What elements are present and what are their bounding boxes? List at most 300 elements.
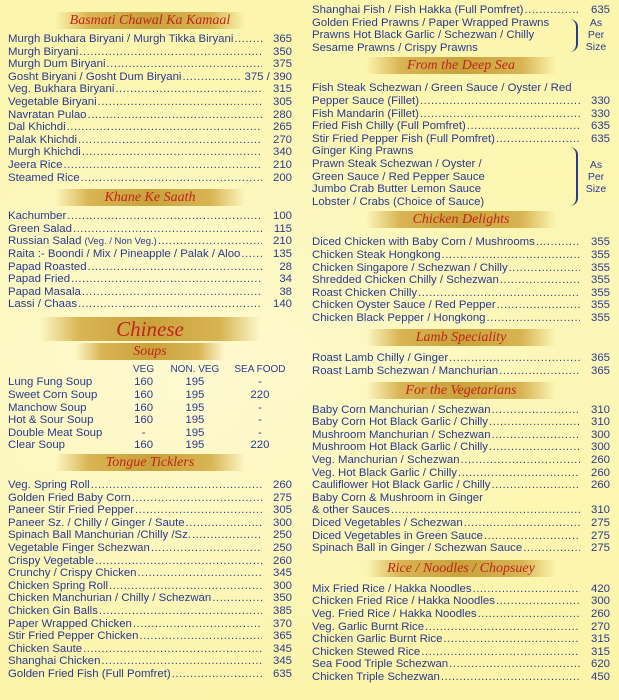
menu-item-name: Shredded Chicken Chilly / Schezwan: [312, 274, 499, 287]
dot-leader: [524, 4, 580, 17]
menu-item-price: 300: [272, 579, 292, 592]
menu-item: [312, 517, 610, 530]
menu-item: [8, 529, 292, 542]
prawns-lines: [312, 17, 564, 55]
menu-item: [8, 83, 292, 96]
menu-item: [312, 249, 610, 262]
menu-item: [8, 96, 292, 109]
menu-item: [8, 555, 292, 568]
menu-item-price: 365: [590, 365, 610, 378]
dot-leader: [151, 542, 262, 555]
menu-item-price: 260: [272, 554, 292, 567]
menu-item-name: Mushroom Manchurian / Schezwan: [312, 428, 491, 441]
menu-item-name: Palak Khichdi: [8, 133, 78, 146]
menu-item-price: 34: [279, 273, 292, 286]
dot-leader: [421, 646, 580, 659]
menu-item-price: 310: [590, 403, 610, 416]
menu-item: [312, 312, 610, 325]
crab-as-per-size-group: [312, 145, 610, 208]
menu-item: [8, 159, 292, 172]
menu-item-price: 355: [590, 236, 610, 249]
dot-leader: [473, 583, 580, 596]
menu-item-name: Papad Masala: [8, 285, 81, 298]
menu-item: [312, 658, 610, 671]
left-column: [8, 0, 292, 681]
menu-item: [312, 671, 610, 684]
dot-leader: [496, 595, 580, 608]
menu-item: [8, 298, 292, 311]
menu-item-price: 250: [272, 542, 292, 554]
soup-veg-price: 160: [134, 414, 154, 427]
soup-veg-price: 160: [134, 376, 154, 389]
section-title-soups: Soups: [75, 343, 225, 360]
menu-item-price: 310: [590, 416, 610, 429]
menu-item: [8, 33, 292, 46]
soup-name: Lung Fung Soup: [8, 376, 93, 389]
menu-item-name: Chicken Gin Balls: [8, 604, 98, 617]
menu-item: [8, 109, 292, 122]
dot-leader: [478, 608, 580, 621]
menu-item-price: 260: [272, 479, 292, 492]
menu-item-name: Roast Lamb Schezwan / Manchurian: [312, 365, 499, 378]
menu-item-name: Paneer Sz. / Chilly / Ginger / Saute: [8, 516, 185, 529]
menu-item-name: Paneer Stir Fried Pepper: [8, 504, 134, 517]
menu-item: [8, 618, 292, 631]
menu-item: [312, 108, 610, 121]
menu-item-price: 345: [272, 567, 292, 580]
menu-item-name: Chicken Triple Schezwan: [312, 670, 440, 683]
dot-leader: [67, 121, 262, 134]
menu-item-name: Diced Chicken with Baby Corn / Mushrooms: [312, 236, 535, 249]
menu-item-name: Murgh Dum Biryani: [8, 58, 106, 71]
menu-item: [8, 668, 292, 681]
soup-seafood-price: 220: [250, 389, 270, 402]
menu-item-price: 115: [273, 222, 292, 235]
menu-item-price: 28: [279, 260, 292, 273]
dot-leader: [135, 504, 262, 517]
section-title-deepsea: From the Deep Sea: [366, 57, 556, 74]
menu-item: [312, 646, 610, 659]
menu-item-price: 620: [590, 658, 610, 671]
menu-item-price: 275: [590, 529, 610, 542]
menu-item-price: 355: [590, 261, 610, 274]
as-per-size-note: [582, 145, 610, 208]
menu-item-name: Veg. Garlic Burnt Rice: [312, 620, 425, 633]
menu-item-price: 315: [272, 83, 292, 96]
dot-leader: [101, 655, 262, 668]
menu-item-name: Chicken Oyster Sauce / Red Pepper: [312, 299, 496, 312]
menu-item-name: Raita :- Boondi / Mix / Pineapple / Palak / Aloo: [8, 247, 241, 260]
menu-item-price: 365: [590, 352, 610, 365]
menu-item-price: 300: [590, 441, 610, 454]
menu-item: [8, 643, 292, 656]
menu-item-name: Stir Fried Pepper Chicken: [8, 630, 139, 643]
dot-leader: [489, 441, 580, 454]
menu-item: [8, 479, 292, 492]
note-per: Per: [587, 29, 605, 42]
soup-nonveg-price: 195: [185, 376, 205, 389]
menu-item-price: 210: [272, 235, 292, 248]
note-per: Per: [587, 170, 605, 183]
menu-item: [312, 365, 610, 378]
menu-item-name: Cauliflower Hot Black Garlic / Chilly: [312, 479, 491, 492]
note-size: Size: [585, 182, 607, 195]
dot-leader: [67, 210, 262, 223]
soup-nonveg-price: 195: [185, 401, 205, 414]
menu-item: [8, 630, 292, 643]
menu-item-name: Chicken Singapore / Schezwan / Chilly: [312, 261, 508, 274]
soup-name: Hot & Sour Soup: [8, 414, 94, 427]
section-title-lamb: Lamb Speciality: [366, 329, 556, 346]
menu-item: [312, 621, 610, 634]
menu-item-name: Baby Corn Hot Black Garlic / Chilly: [312, 416, 488, 429]
menu-item-name: Ginger King Prawns: [312, 145, 414, 158]
menu-item-price: 370: [272, 617, 292, 630]
menu-item-price: 355: [590, 286, 610, 299]
crab-lines: [312, 145, 564, 208]
menu-item: [8, 146, 292, 159]
dot-leader: [418, 287, 580, 300]
menu-item-price: 260: [590, 454, 610, 467]
dot-leader: [391, 504, 580, 517]
menu-item-name: Dal Khichdi: [8, 121, 66, 134]
menu-item-price: 200: [272, 171, 292, 184]
soup-veg-price: 160: [134, 439, 154, 452]
menu-item-price: 355: [590, 248, 610, 261]
dot-leader: [420, 108, 580, 121]
menu-item-price: 270: [272, 133, 292, 146]
dot-leader: [489, 416, 580, 429]
menu-item: [8, 261, 292, 274]
brace-icon: [570, 19, 578, 53]
soups-header-seafood: SEA FOOD: [234, 363, 286, 375]
soup-veg-price: -: [141, 426, 146, 439]
menu-item: [8, 605, 292, 618]
menu-item: [8, 223, 292, 236]
menu-item-name: Spinach Ball Manchurian /Chilly /Sz.: [8, 529, 191, 542]
menu-item: [8, 172, 292, 185]
menu-item: [8, 567, 292, 580]
menu-item-name: Vegetable Finger Schezwan: [8, 542, 150, 554]
menu-item-price: 350: [272, 45, 292, 58]
menu-item: [8, 580, 292, 593]
soups-header-name: [8, 364, 125, 377]
dot-leader: [492, 479, 580, 492]
veg-list: [312, 404, 610, 555]
menu-item: [312, 441, 610, 454]
menu-item: [8, 235, 292, 248]
dot-leader: [158, 235, 262, 248]
soups-header-row: [8, 364, 292, 377]
menu-item-name: Prawn Steak Schezwan / Oyster /: [312, 157, 482, 170]
menu-item-price: 300: [590, 428, 610, 441]
menu-item: [8, 58, 292, 71]
menu-item-name: Jeera Rice: [8, 158, 63, 171]
dot-leader: [78, 298, 262, 311]
menu-item: [312, 530, 610, 543]
dot-leader: [467, 120, 580, 133]
menu-item: [312, 542, 610, 555]
menu-item-price: 300: [272, 516, 292, 529]
soup-row: [8, 376, 292, 389]
menu-item-price: 305: [272, 95, 292, 108]
dot-leader: [182, 71, 240, 84]
menu-item-price: 315: [590, 645, 610, 658]
menu-item-name: Veg. Spring Roll: [8, 479, 90, 492]
soup-seafood-price: -: [258, 401, 262, 414]
menu-item-name: Sea Food Triple Schezwan: [312, 658, 449, 671]
menu-item-price: 365: [272, 630, 292, 643]
dot-leader: [95, 555, 262, 568]
menu-item: [312, 120, 610, 133]
dot-leader: [536, 236, 580, 249]
soups-header-nonveg: NON. VEG: [170, 363, 220, 375]
menu-item-price: 315: [590, 633, 610, 646]
soup-seafood-price: 220: [250, 439, 270, 452]
menu-item-price: 375 / 390: [244, 70, 292, 83]
menu-item: [8, 286, 292, 299]
menu-item-name: & other Sauces: [312, 504, 390, 517]
menu-item-price: 270: [590, 620, 610, 633]
menu-item: [312, 583, 610, 596]
soup-veg-price: 160: [134, 401, 154, 414]
menu-item-price: 280: [272, 108, 292, 121]
menu-item-name: Murgh Khichdi: [8, 146, 81, 159]
menu-item-name: Veg. Hot Black Garlic / Chilly: [312, 466, 457, 479]
menu-item-name: Chicken Spring Roll: [8, 579, 109, 592]
menu-item-price: 38: [279, 285, 292, 298]
menu-item-price: 210: [272, 158, 292, 171]
menu-item-name: Russian Salad: [8, 235, 82, 248]
menu-item-name: Papad Roasted: [8, 260, 87, 273]
dot-leader: [523, 542, 580, 555]
note-size: Size: [585, 41, 607, 54]
menu-item-price: 260: [590, 479, 610, 492]
dot-leader: [499, 365, 580, 378]
dot-leader: [464, 517, 580, 530]
menu-item-name: Baby Corn Manchurian / Schezwan: [312, 403, 491, 416]
menu-item-name: Chicken Steak Hongkong: [312, 248, 441, 261]
dot-leader: [109, 580, 262, 593]
menu-item: [312, 429, 610, 442]
menu-item-name: Green Salad: [8, 222, 72, 235]
section-title-rice: Rice / Noodles / Chopsuey: [366, 560, 556, 577]
section-title-tongue: Tongue Ticklers: [55, 454, 245, 471]
menu-item-name: Roast Chicken Chilly: [312, 286, 418, 299]
menu-item-price: 385: [272, 604, 292, 617]
menu-item-price: 330: [590, 107, 610, 120]
menu-item: [312, 454, 610, 467]
dot-leader: [234, 33, 262, 46]
menu-item-name: Chicken Garlic Burnt Rice: [312, 633, 443, 646]
menu-item-price: 350: [272, 592, 292, 605]
menu-item-name: Steamed Rice: [8, 171, 80, 184]
menu-item-name: Paper Wrapped Chicken: [8, 617, 132, 630]
menu-item-name: Shanghai Chicken: [8, 655, 101, 668]
dot-leader: [98, 96, 262, 109]
menu-item-price: 260: [590, 607, 610, 620]
menu-item-name: Golden Fried Prawns / Paper Wrapped Prawns: [312, 16, 550, 29]
menu-item-price: 635: [590, 4, 610, 16]
dot-leader: [492, 429, 580, 442]
menu-item: [8, 273, 292, 286]
dot-leader: [442, 249, 580, 262]
menu-item: [312, 262, 610, 275]
menu-item-price: 635: [590, 120, 610, 133]
menu-item-name: Chicken Stewed Rice: [312, 645, 421, 658]
menu-item-name: Crunchy / Crispy Chicken: [8, 567, 137, 580]
dot-leader: [509, 262, 580, 275]
as-per-size-note: [582, 17, 610, 55]
menu-item-name: Spinach Ball in Ginger / Schezwan Sauce: [312, 542, 523, 555]
menu-item-price: 305: [272, 504, 292, 517]
menu-item-name: Diced Vegetables in Green Sauce: [312, 529, 483, 542]
soup-seafood-price: -: [258, 376, 262, 389]
menu-item: [8, 134, 292, 147]
menu-item-price: 250: [272, 529, 292, 542]
menu-item: [8, 46, 292, 59]
soups-table: [8, 364, 292, 452]
menu-item-name: Golden Fried Fish (Full Pomfret): [8, 667, 171, 680]
menu-item-price: 355: [590, 299, 610, 312]
dot-leader: [71, 273, 262, 286]
menu-item-price: 275: [272, 491, 292, 504]
dot-leader: [186, 517, 262, 530]
menu-item-price: 375: [272, 58, 292, 71]
menu-item-name: Mix Fried Rice / Hakka Noodles: [312, 582, 472, 595]
prawns-as-per-size-group: [312, 17, 610, 55]
dot-leader: [461, 454, 580, 467]
soups-header-veg: VEG: [133, 363, 155, 375]
dot-leader: [484, 530, 580, 543]
dot-leader: [441, 671, 580, 684]
menu-item: [312, 236, 610, 249]
dot-leader: [138, 567, 262, 580]
dot-leader: [496, 133, 580, 146]
menu-item-name: Lassi / Chaas: [8, 298, 78, 311]
menu-item-name: Chicken Black Pepper / Hongkong: [312, 311, 486, 324]
menu-item-name: Sesame Prawns / Crispy Prawns: [312, 41, 478, 54]
lamb-list: [312, 352, 610, 377]
menu-item: [312, 595, 610, 608]
menu-item: [312, 404, 610, 417]
menu-item: [8, 655, 292, 668]
section-title-chicken: Chicken Delights: [366, 211, 556, 228]
dot-leader: [172, 668, 262, 681]
menu-item: [8, 492, 292, 505]
menu-item-name: Papad Fried: [8, 273, 71, 286]
menu-item-name: Pepper Sauce (Fillet): [312, 94, 419, 107]
menu-item-price: 345: [272, 655, 292, 668]
soup-name: Manchow Soup: [8, 401, 87, 414]
menu-item-name: Chicken Saute: [8, 642, 83, 655]
menu-item-name: Jumbo Crab Butter Lemon Sauce: [312, 183, 482, 196]
menu-item-price: 100: [272, 210, 292, 223]
menu-item-price: 365: [272, 33, 292, 45]
menu-item-name: Navratan Pulao: [8, 108, 87, 121]
dot-leader: [500, 274, 580, 287]
section-title-basmati: Basmati Chawal Ka Kamaal: [55, 12, 245, 29]
dot-leader: [82, 146, 262, 159]
menu-item: [8, 592, 292, 605]
menu-item-name: Crispy Vegetable: [8, 554, 95, 567]
dot-leader: [458, 467, 580, 480]
dot-leader: [82, 286, 262, 299]
dot-leader: [78, 134, 262, 147]
soup-row: [8, 414, 292, 427]
dot-leader: [99, 605, 262, 618]
menu-item-name: Chicken Manchurian / Chilly / Schezwan: [8, 592, 212, 605]
menu-item-name: Veg. Bukhara Biryani: [8, 83, 115, 96]
menu-item: [312, 287, 610, 300]
menu-item-name: Mushroom Hot Black Garlic / Chilly: [312, 441, 488, 454]
menu-item: [312, 633, 610, 646]
dot-leader: [487, 312, 581, 325]
note-as: As: [589, 158, 603, 171]
menu-item-price: 635: [590, 132, 610, 145]
dot-leader: [497, 299, 580, 312]
menu-item: [8, 517, 292, 530]
menu-item: [8, 248, 292, 261]
menu-item-price: 300: [590, 595, 610, 608]
top-list: [312, 4, 610, 17]
dot-leader: [139, 630, 262, 643]
menu-item-name: Baby Corn & Mushroom in Ginger: [312, 491, 483, 504]
menu-item-name: Murgh Bukhara Biryani / Murgh Tikka Biryani: [8, 33, 234, 45]
dot-leader: [106, 58, 262, 71]
menu-item-price: 330: [590, 94, 610, 107]
menu-item: [8, 210, 292, 223]
khane-list: [8, 210, 292, 311]
soup-seafood-price: -: [258, 426, 262, 439]
menu-item: [312, 479, 610, 492]
brace-icon: [570, 147, 578, 206]
menu-item: [312, 95, 610, 108]
soup-row: [8, 389, 292, 402]
dot-leader: [449, 658, 580, 671]
menu-item: [312, 352, 610, 365]
dot-leader: [420, 95, 580, 108]
menu-item-note: (Veg. / Non Veg.): [84, 236, 157, 248]
dot-leader: [115, 83, 262, 96]
soup-row: [8, 427, 292, 440]
menu-item: [312, 416, 610, 429]
soup-nonveg-price: 195: [185, 414, 205, 427]
menu-item-name: Veg. Fried Rice / Hakka Noodles: [312, 607, 477, 620]
dot-leader: [132, 492, 262, 505]
soup-nonveg-price: 195: [185, 389, 205, 402]
section-title-veg: For the Vegetarians: [366, 382, 556, 399]
dot-leader: [79, 46, 262, 59]
dot-leader: [88, 109, 262, 122]
soup-seafood-price: -: [258, 414, 262, 427]
menu-item-name: Diced Vegetables / Schezwan: [312, 517, 463, 529]
menu-item-price: 635: [272, 667, 292, 680]
menu-item: [8, 542, 292, 555]
menu-item-price: 355: [590, 274, 610, 287]
menu-item-name: Vegetable Biryani: [8, 95, 97, 108]
dot-leader: [63, 159, 262, 172]
dot-leader: [133, 618, 262, 631]
rice-list: [312, 583, 610, 684]
menu-item-name: Fish Mandarin (Fillet): [312, 107, 419, 120]
menu-item-name: Prawns Hot Black Garlic / Schezwan / Chilly: [312, 29, 535, 42]
menu-item-price: 345: [272, 642, 292, 655]
menu-item-name: Murgh Biryani: [8, 45, 79, 58]
soup-nonveg-price: 195: [185, 426, 205, 439]
note-as: As: [589, 17, 603, 30]
dot-leader: [241, 248, 262, 261]
